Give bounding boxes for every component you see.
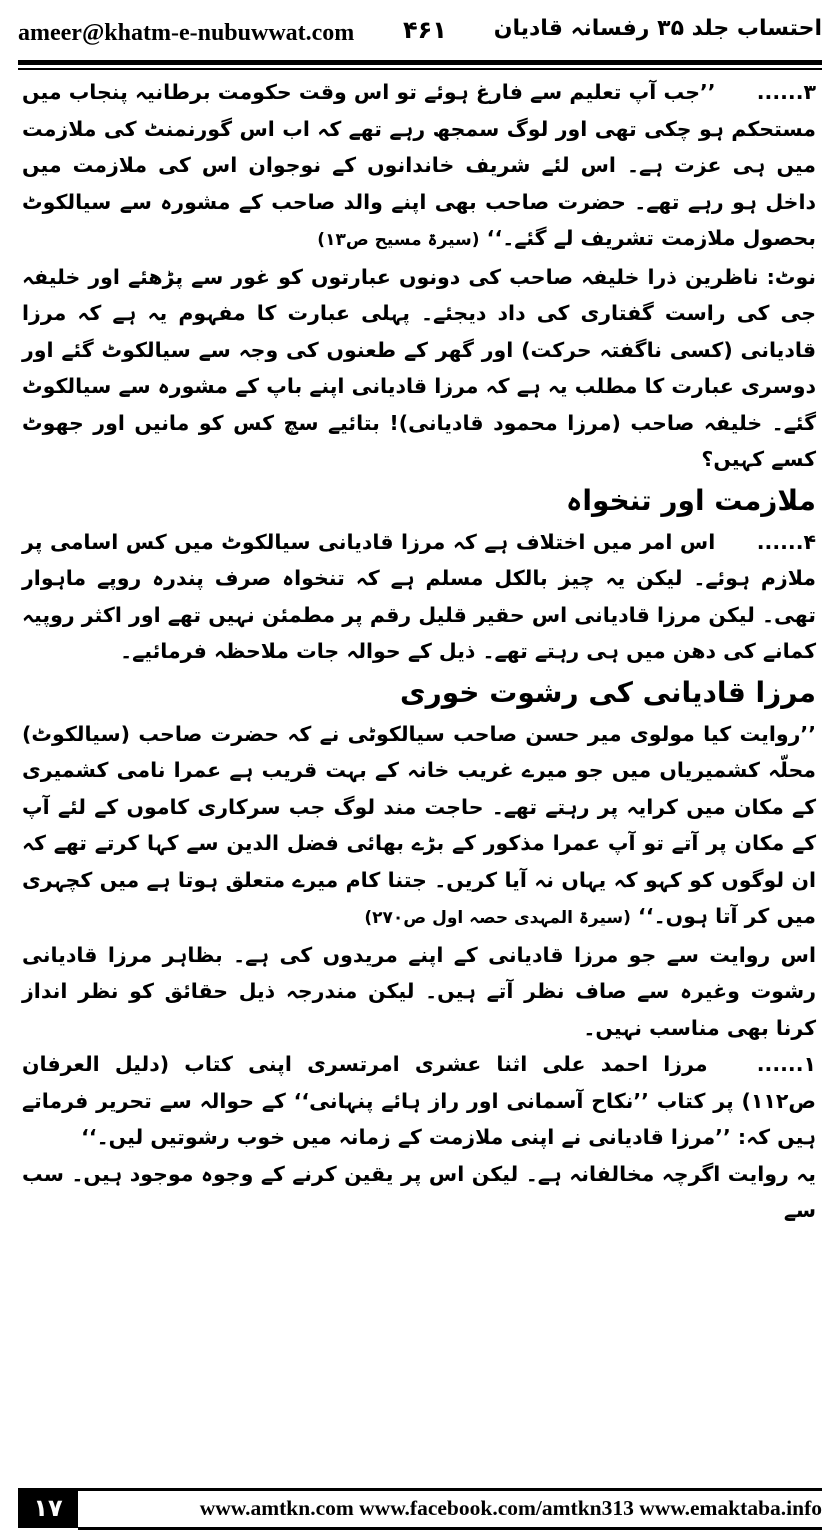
paragraph-1-number: ۳...... [756,80,816,104]
footer-rule-top [18,1488,822,1491]
paragraph-4 [22,716,816,937]
paragraph-1-reference: (سیرۃ مسیح ص۱۳) [317,230,480,250]
paragraph-5: اس روایت سے جو مرزا قادیانی کے اپنے مریدوں کی ہے۔ بظاہر مرزا قادیانی رشوت وغیرہ سے صاف نظر آتے ہیں۔ لیکن مندرجہ ذیل حقائق کو نظر انداز کرنا بھی مناسب نہیں۔ [22,942,816,1040]
footer-page-number: ۱۷ [18,1488,78,1528]
page-header [18,14,822,54]
paragraph-6-number: ۱...... [756,1052,816,1076]
header-title: احتساب جلد ۳۵ رفسانہ قادیان [493,16,822,41]
footer-rule-bottom [78,1527,822,1530]
page-body [22,74,816,1229]
paragraph-3-text: اس امر میں اختلاف ہے کہ مرزا قادیانی سیالکوٹ میں کس اسامی پر ملازم ہوئے۔ لیکن یہ چیز بالکل مسلم ہے کہ تنخواہ صرف پندرہ روپے ماہوار تھی۔ لیکن مرزا قادیانی اس حقیر قلیل رقم پر مطمئن نہیں تھے اور اکثر روپیہ کمانے کی دھن میں ہی رہتے تھے۔ ذیل کے حوالہ جات ملاحظہ فرمائیے۔ [22,529,816,663]
paragraph-4-reference: (سیرۃ المہدی حصہ اول ص۲۷۰) [364,908,631,928]
heading-salary: ملازمت اور تنخواہ [566,483,816,517]
paragraph-7: یہ روایت اگرچہ مخالفانہ ہے۔ لیکن اس پر یقین کرنے کے وجوہ موجود ہیں۔ سب سے [22,1161,816,1222]
paragraph-2: نوٹ: ناظرین ذرا خلیفہ صاحب کی دونوں عبارتوں کو غور سے پڑھئے اور خلیفہ جی کی راست گفتاری کی داد دیجئے۔ پہلی عبارت کا مفہوم یہ ہے کہ مرزا قادیانی (کسی ناگفتہ حرکت) اور گھر کے طعنوں کی وجہ سے سیالکوٹ گئے اور دوسری عبارت کا مطلب یہ ہے کہ مرزا قادیانی اپنے باپ کے مشورہ سے سیالکوٹ گئے۔ خلیفہ صاحب (مرزا محمود قادیانی)! بتائیے سچ کس کو مانیں اور جھوٹ کسے کہیں؟ [22,264,816,471]
page-footer [18,1488,822,1530]
paragraph-6 [22,1046,816,1156]
paragraph-6-text: مرزا احمد علی اثنا عشری امرتسری اپنی کتاب (دلیل العرفان ص۱۱۲) پر کتاب ’’نکاح آسمانی اور راز ہائے پنہانی‘‘ کے حوالہ سے تحریر فرماتے ہیں کہ: ’’مرزا قادیانی نے اپنی ملازمت کے زمانہ میں خوب رشوتیں لیں۔‘‘ [22,1052,816,1149]
heading-bribery: مرزا قادیانی کی رشوت خوری [399,675,816,709]
header-email: ameer@khatm-e-nubuwwat.com [18,20,355,46]
header-rule-thin [18,68,822,70]
footer-links: www.amtkn.com www.facebook.com/amtkn313 www.emaktaba.info [199,1496,822,1520]
header-rule-thick [18,60,822,65]
paragraph-4-text: ’’روایت کیا مولوی میر حسن صاحب سیالکوٹی نے کہ حضرت صاحب (سیالکوٹ) محلّہ کشمیریاں میں جو میرے غریب خانہ کے بہت قریب ہے عمرا نامی کشمیری کے مکان میں کرایہ پر رہتے تھے۔ حاجت مند لوگ جب سرکاری کاموں کے لئے آپ کے مکان پر آتے تو آپ عمرا مذکور کے بڑے بھائی فضل الدین سے کہا کرتے تھے کہ ان لوگوں کو کہو کہ یہاں نہ آیا کریں۔ جتنا کام میرے متعلق ہوتا ہے میں کچہری میں کر آتا ہوں۔‘‘ [22,721,816,928]
paragraph-1-text: ’’جب آپ تعلیم سے فارغ ہوئے تو اس وقت حکومت برطانیہ پنجاب میں مستحکم ہو چکی تھی اور لوگ سمجھ رہے تھے کہ اب اس گورنمنٹ کی ملازمت میں ہی عزت ہے۔ اس لئے شریف خاندانوں کے نوجوان اس کی ملازمت میں داخل ہو رہے تھے۔ حضرت صاحب بھی اپنے والد صاحب کے مشورہ سے سیالکوٹ بحصول ملازمت تشریف لے گئے۔‘‘ [22,80,816,250]
paragraph-3 [22,524,816,670]
paragraph-1 [22,74,816,259]
header-page-number: ۴۶۱ [403,16,447,44]
paragraph-3-number: ۴...... [756,529,817,554]
